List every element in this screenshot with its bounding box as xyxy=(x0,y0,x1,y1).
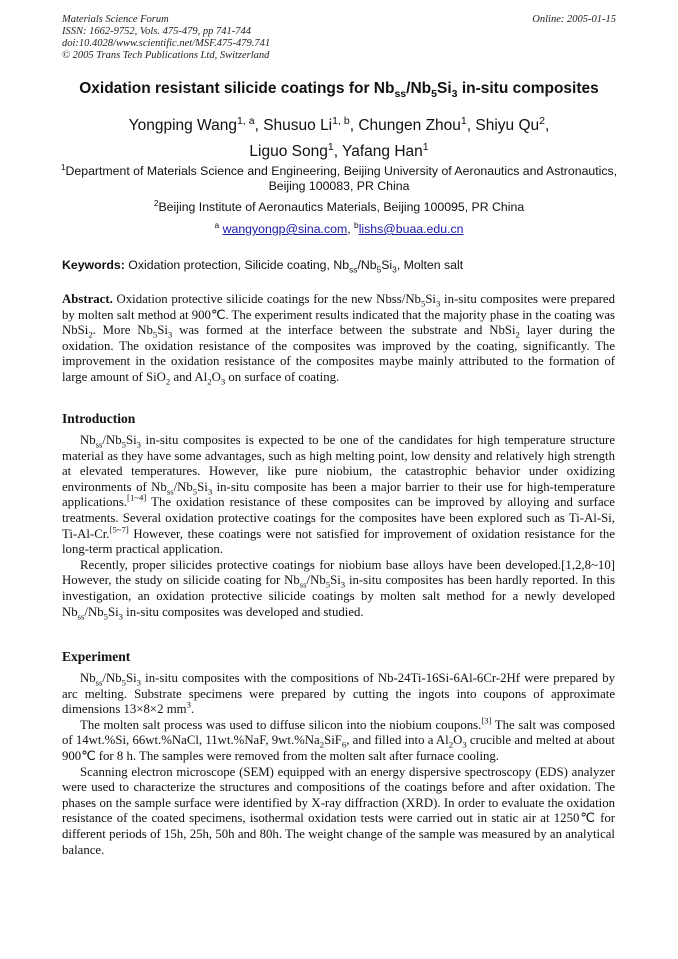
experiment-body xyxy=(62,671,615,858)
abstract: Abstract. Oxidation protective silicide coatings for the new Nbss/$Nb_5Si_3$ in-situ composites were prepared by molten salt method at 900℃. The experiment results indicated that the majority phase in the coating was NbSi$_2$. More $Nb_5Si_3$ was formed at the interface between the substrate and NbSi$_2$ layer during the oxidation. The oxidation resistance of the composites was improved by the coating, significantly. The improvement in the oxidation resistance of the composites maybe mainly attributed to the formation of large amount of SiO$_2$ and $Al_2O_3$ on surface of coating. xyxy=(62,292,616,387)
introduction-body xyxy=(62,433,615,620)
section-heading-introduction: Introduction xyxy=(62,411,136,426)
author-list: Yongping Wang$^{1, a}$, Shusuo Li$^{1, b}$, Chungen Zhou$^1$, Shiyu Qu$^2$, Liguo Song$^1$, Yafang Han$^1$ xyxy=(128,114,550,160)
author-name: Yafang Han xyxy=(342,143,423,160)
experiment-paragraph-2: The molten salt process was used to diffuse silicon into the niobium coupons.[3] The salt was composed of 14wt.%Si, 66wt.%NaCl, 11wt.%NaF, $9wt.\%Na_2SiF_6$, and filled into a $Al_2O_3$ crucible and melted at about 900℃ for 8 h. The samples were removed from the molten salt after furnace cooling. xyxy=(62,715,615,763)
author-name: Liguo Song xyxy=(249,143,328,160)
keywords-label: Keywords: xyxy=(62,258,125,272)
keywords: Keywords: Oxidation protection, Silicide coating, $Nb_{ss}/Nb_5Si_3$, Molten salt xyxy=(62,258,464,275)
paper-title: Oxidation resistant silicide coatings for $Nb_{ss}/Nb_5Si_3$ in-situ composites xyxy=(79,80,599,101)
author-name: Shiyu Qu xyxy=(475,117,540,134)
author-emails: $^a$ wangyongp@sina.com, $^b$lishs@buaa.edu.cn xyxy=(214,219,464,236)
email-link-a[interactable]: wangyongp@sina.com xyxy=(222,222,348,236)
doi-line: doi:10.4028/www.scientific.net/MSF.475-479.741 xyxy=(62,38,271,49)
issn-line: ISSN: 1662-9752, Vols. 475-479, pp 741-744 xyxy=(62,26,251,37)
section-heading-experiment: Experiment xyxy=(62,649,131,664)
journal-header xyxy=(62,14,270,62)
experiment-paragraph-3: Scanning electron microscope (SEM) equipped with an energy dispersive spectroscopy (EDS) analyzer were used to characterize the structures and compositions of the coatings before and after oxidation. The phases on the sample surface were identified by X-ray diffraction (XRD). In order to evaluate the oxidation resistance of the coated specimens, isothermal oxidation tests were carried out in static air at 1250℃ for different periods of 15h, 25h, 50h and 80h. The weight change of the sample was measured by an analytical balance. xyxy=(62,764,615,857)
intro-paragraph-1: $Nb_{ss}/Nb_5Si_3$ in-situ composites is expected to be one of the candidates for high temperature structure material as they have some advantages, such as high melting point, low density and relatively high strength at elevated temperatures. However, like pure niobium, the catastrophic behavior under oxidizing environments of $Nb_{ss}/Nb_5Si_3$ in-situ composite has been a major barrier to their use for high-temperature applications.[1~4] The oxidation resistance of these composites can be improved by alloying and surface treatments. Several oxidation protective coatings for the composites have been explored such as Ti-Al-Si, Ti-Al-Cr.[5~7] However, these coatings were not satisfied for improvement of oxidation resistance for the long-term practical application. xyxy=(62,433,615,557)
author-name: Shusuo Li xyxy=(263,117,333,134)
email-link-b[interactable]: lishs@buaa.edu.cn xyxy=(358,222,464,236)
abstract-label: Abstract. xyxy=(62,292,113,306)
affiliation-1: $^1$Department of Materials Science and Engineering, Beijing University of Aeronautics and Astronautics, Beijing 100083, PR China xyxy=(60,161,618,193)
journal-name: Materials Science Forum xyxy=(62,14,169,25)
copyright-line: © 2005 Trans Tech Publications Ltd, Switzerland xyxy=(62,50,270,61)
intro-paragraph-2: Recently, proper silicides protective coatings for niobium base alloys have been developed.[1,2,8~10] However, the study on silicide coating for $Nb_{ss}/Nb_5Si_3$ in-situ composites has been hardly reported. In this investigation, an oxidation protective silicide coatings by molten salt method for a newly developed $Nb_{ss}/Nb_5Si_3$ in-situ composites was developed and studied. xyxy=(62,557,615,622)
experiment-paragraph-1: $Nb_{ss}/Nb_5Si_3$ in-situ composites with the compositions of Nb-24Ti-16Si-6Al-6Cr-2Hf were prepared by arc melting. Substrate specimens were prepared by cutting the ingots into coupons of approximate dimensions 13×8×2 $mm^3$. xyxy=(62,671,615,717)
online-date: Online: 2005-01-15 xyxy=(532,14,616,25)
affiliation-2: $^2$Beijing Institute of Aeronautics Materials, Beijing 100095, PR China xyxy=(153,197,525,214)
author-name: Chungen Zhou xyxy=(358,117,461,134)
author-name: Yongping Wang xyxy=(128,117,237,134)
